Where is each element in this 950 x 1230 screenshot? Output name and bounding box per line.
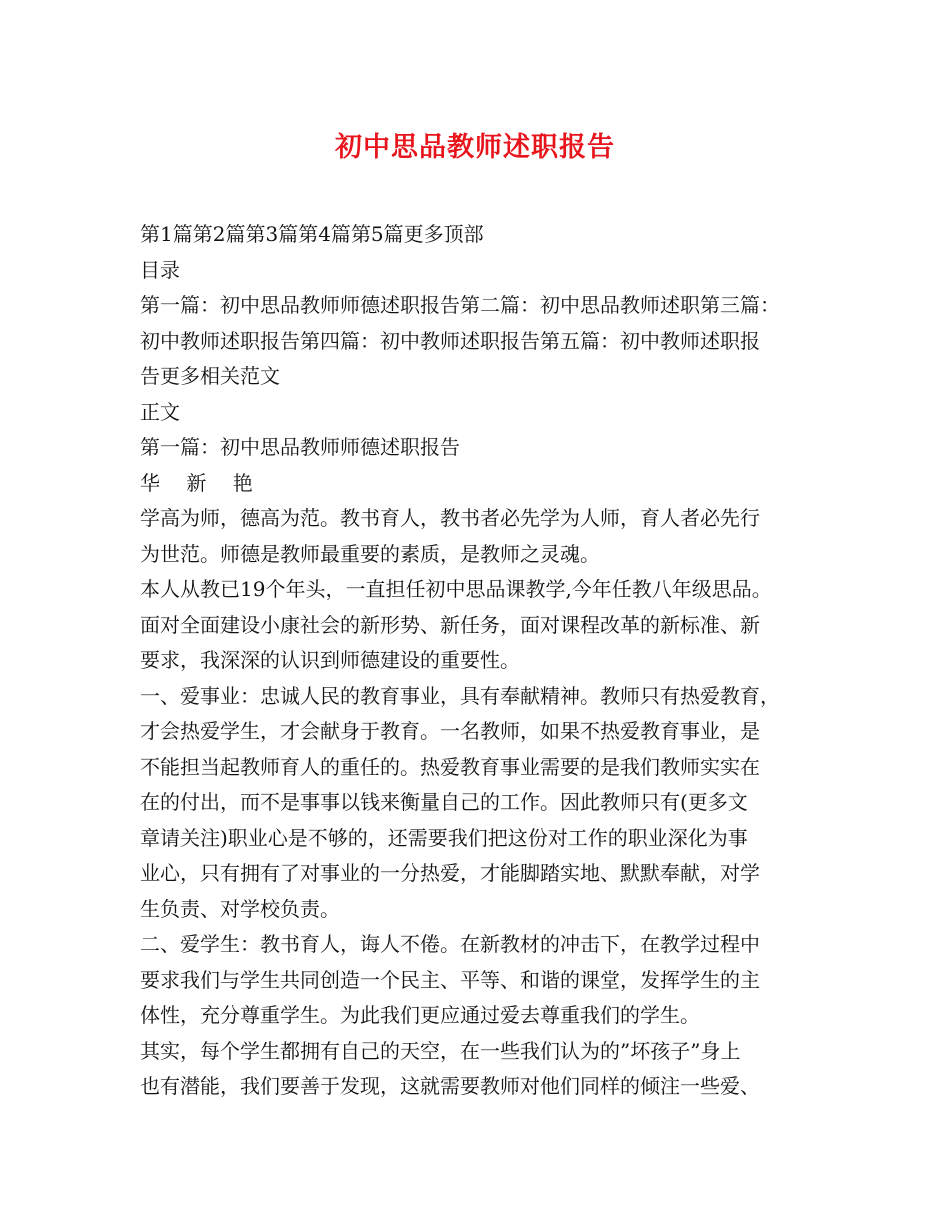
paragraph-line: 章请关注)职业心是不够的，还需要我们把这份对工作的职业深化为事 (140, 825, 748, 850)
section-title: 第一篇：初中思品教师师德述职报告 (140, 435, 460, 459)
paragraph-line: 才会热爱学生，才会献身于教育。一名教师，如果不热爱教育事业，是 (140, 719, 760, 743)
nav-link-more[interactable]: 更多 (403, 222, 444, 246)
paragraph-line: 要求，我深深的认识到师德建设的重要性。 (140, 648, 520, 672)
toc-line[interactable]: 告更多相关范文 (140, 364, 280, 388)
paragraph-line: 一、爱事业：忠诚人民的教育事业，具有奉献精神。教师只有热爱教育， (140, 683, 780, 708)
paragraph-line: 业心，只有拥有了对事业的一分热爱，才能脚踏实地、默默奉献，对学 (140, 861, 760, 885)
document-body (140, 217, 820, 1105)
paragraph-line: 学高为师，德高为范。教书育人，教书者必先学为人师，育人者必先行 (140, 506, 760, 530)
body-heading: 正文 (140, 399, 180, 424)
toc-line[interactable]: 初中教师述职报告第四篇：初中教师述职报告第五篇：初中教师述职报 (140, 328, 760, 353)
toc-line[interactable]: 第一篇：初中思品教师师德述职报告第二篇：初中思品教师述职第三篇： (140, 293, 780, 317)
paragraph-line: 面对全面建设小康社会的新形势、新任务，面对课程改革的新标准、新 (140, 612, 760, 637)
nav-link-4[interactable]: 第4篇 (298, 222, 351, 246)
nav-link-3[interactable]: 第3篇 (245, 222, 299, 246)
nav-link-top[interactable]: 顶部 (443, 222, 484, 246)
nav-link-2[interactable]: 第2篇 (192, 222, 246, 246)
nav-link-1[interactable]: 第1篇 (140, 222, 193, 246)
paragraph-line: 其实，每个学生都拥有自己的天空，在一些我们认为的”坏孩子”身上 (140, 1038, 741, 1063)
paragraph-line: 体性，充分尊重学生。为此我们更应通过爱去尊重我们的学生。 (140, 1003, 700, 1027)
nav-links (140, 217, 820, 253)
paragraph-line: 也有潜能，我们要善于发现，这就需要教师对他们同样的倾注一些爱、 (140, 1074, 760, 1098)
nav-link-5[interactable]: 第5篇 (350, 222, 404, 246)
paragraph-line: 要求我们与学生共同创造一个民主、平等、和谐的课堂，发挥学生的主 (140, 967, 760, 992)
document-title: 初中思品教师述职报告 (335, 132, 615, 163)
toc-heading: 目录 (140, 257, 180, 282)
paragraph-line: 二、爱学生：教书育人，诲人不倦。在新教材的冲击下，在教学过程中 (140, 932, 760, 956)
author-name: 华 新 艳 (140, 470, 263, 495)
paragraph-line: 在的付出，而不是事事以钱来衡量自己的工作。因此教师只有(更多文 (140, 790, 748, 814)
paragraph-line: 不能担当起教师育人的重任的。热爱教育事业需要的是我们教师实实在 (140, 754, 760, 779)
paragraph-line: 生负责、对学校负责。 (140, 896, 340, 921)
paragraph-line: 本人从教已19个年头，一直担任初中思品课教学,今年任教八年级思品。 (140, 577, 772, 601)
paragraph-line: 为世范。师德是教师最重要的素质，是教师之灵魂。 (140, 541, 600, 566)
